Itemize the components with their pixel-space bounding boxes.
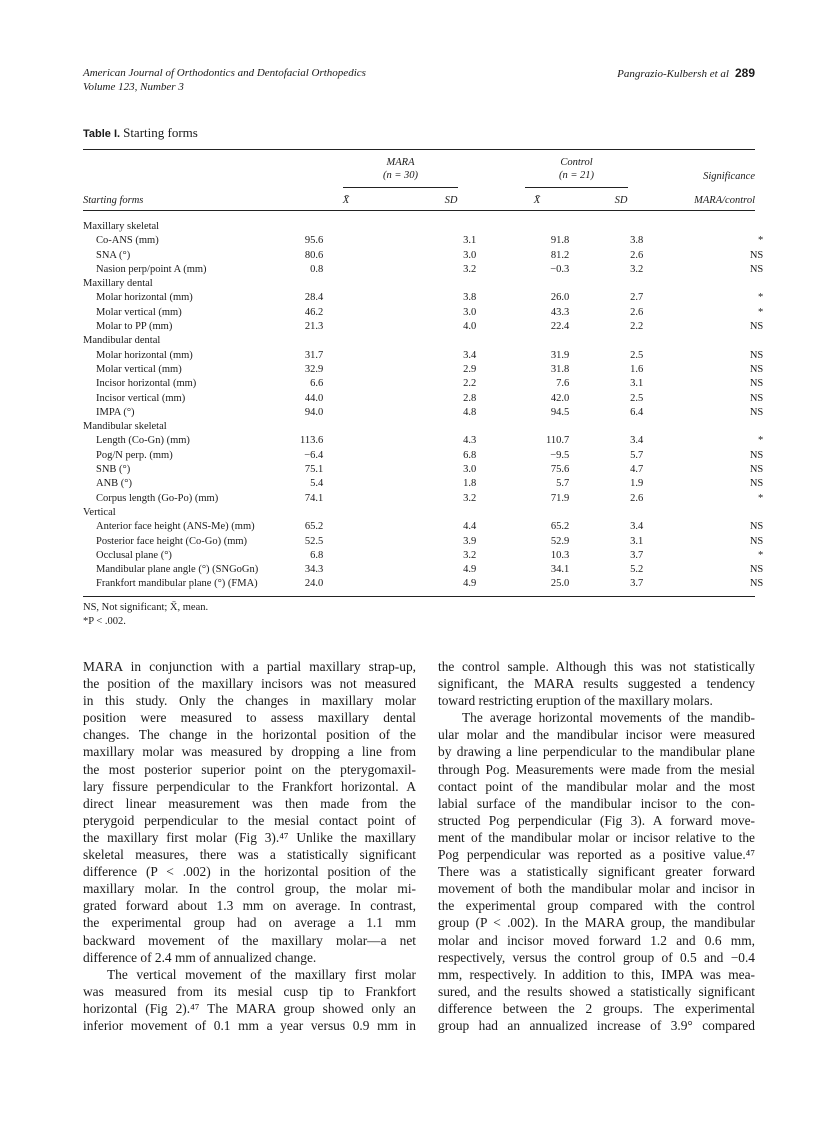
control-sd: 1.9 — [630, 478, 644, 490]
significance: NS — [749, 449, 764, 461]
body-text-line: the position of the maxillary incisors was not measured — [83, 676, 416, 692]
mara-sd: 3.9 — [463, 535, 477, 547]
body-text-line: skeletal measures, there was a statistically significant — [83, 847, 416, 863]
control-mean: 34.1 — [550, 564, 570, 576]
mara-sd: 2.8 — [463, 392, 477, 404]
mara-mean: 6.8 — [310, 549, 324, 561]
row-label: Posterior face height (Co-Go) (mm) — [96, 535, 248, 547]
mara-sd: 4.0 — [463, 321, 477, 333]
control-mean: 31.8 — [550, 363, 570, 375]
mara-sd: 4.9 — [463, 578, 477, 590]
sig-subheader: MARA/control — [694, 195, 755, 206]
mara-sd: 3.2 — [463, 492, 477, 504]
body-text-line: movement of both the mandibular molar and incisor in — [438, 881, 755, 897]
row-label: Occlusal plane (°) — [96, 549, 172, 561]
body-text-line: backward movement of the maxillary molar—a net — [83, 932, 416, 948]
mara-mean: 52.5 — [304, 535, 324, 547]
row-label: Frankfort mandibular plane (°) (FMA) — [96, 578, 258, 590]
mara-sd: 4.4 — [463, 521, 477, 533]
control-sd: 2.7 — [630, 292, 644, 304]
control-sd: 3.4 — [630, 521, 644, 533]
body-text-line: through Pog. Measurements were made from the mesial — [438, 761, 755, 777]
table-row — [83, 492, 783, 506]
group-n: (n = 21) — [558, 170, 595, 181]
row-label: Nasion perp/point A (mm) — [96, 263, 207, 275]
body-text-line: horizontal (Fig 2).⁴⁷ The MARA group showed only an — [83, 1000, 416, 1016]
control-sd: 2.5 — [630, 349, 644, 361]
body-text-line: difference between the 2 groups. The experimental — [438, 1000, 755, 1016]
mara-sd: 3.0 — [463, 464, 477, 476]
mara-mean: 28.4 — [304, 292, 324, 304]
body-text-line: in this study. Only the changes in maxillary molar — [83, 693, 416, 709]
page-number: 289 — [734, 66, 755, 80]
mara-mean: 0.8 — [310, 263, 324, 275]
significance: NS — [749, 363, 764, 375]
row-label: ANB (°) — [96, 478, 132, 490]
row-label: Mandibular skeletal — [83, 421, 167, 433]
row-label: Incisor horizontal (mm) — [96, 378, 197, 390]
authors: Pangrazio-Kulbersh et al — [617, 68, 729, 80]
row-label: Molar horizontal (mm) — [96, 292, 193, 304]
significance: NS — [749, 535, 764, 547]
control-mean: −0.3 — [550, 263, 570, 275]
control-mean: 22.4 — [550, 321, 570, 333]
mara-mean: 34.3 — [304, 564, 324, 576]
section-row — [83, 277, 783, 291]
control-sd: 5.2 — [630, 564, 644, 576]
mara-mean: 6.6 — [310, 378, 324, 390]
group-header-control — [525, 156, 628, 182]
body-text-line: the experimental group compared with the control — [438, 898, 755, 914]
mara-mean: 113.6 — [300, 435, 324, 447]
table-row — [83, 563, 783, 577]
body-text-line: was measured from its mesial cusp tip to Frankfort — [83, 983, 416, 999]
control-sd: 2.6 — [630, 306, 644, 318]
table-row — [83, 477, 783, 491]
mara-sd: 1.8 — [463, 478, 477, 490]
row-label: Mandibular plane angle (°) (SNGoGn) — [96, 564, 259, 576]
row-label: Molar vertical (mm) — [96, 306, 182, 318]
row-label: Co-ANS (mm) — [96, 235, 159, 247]
data-table — [83, 220, 783, 592]
row-label: Maxillary skeletal — [83, 221, 160, 232]
body-text-line: the most posterior superior point on the pterygomaxil- — [83, 761, 416, 777]
mara-mean: 5.4 — [310, 478, 324, 490]
group-n: (n = 30) — [382, 170, 419, 181]
control-sd: 3.2 — [630, 263, 644, 275]
body-text-line: The average horizontal movements of the mandib- — [462, 710, 755, 726]
table-row — [83, 377, 783, 391]
table-footnotes — [83, 601, 208, 629]
row-label: Anterior face height (ANS-Me) (mm) — [96, 521, 255, 533]
table-row — [83, 406, 783, 420]
significance: NS — [749, 321, 764, 333]
table-row — [83, 263, 783, 277]
mara-mean: 24.0 — [304, 578, 324, 590]
mara-sd: 2.9 — [463, 363, 477, 375]
row-label: Molar vertical (mm) — [96, 363, 182, 375]
mara-mean: 74.1 — [304, 492, 324, 504]
body-text-line: pterygoid perpendicular to the mesial contact point of — [83, 812, 416, 828]
mara-mean: 21.3 — [304, 321, 324, 333]
control-mean: 7.6 — [556, 378, 570, 390]
section-row — [83, 220, 783, 234]
mara-mean: 46.2 — [304, 306, 324, 318]
row-label: Mandibular dental — [83, 335, 161, 347]
mara-sd: 6.8 — [463, 449, 477, 461]
body-text-line: group (P < .002). In the MARA group, the mandibular — [438, 915, 755, 931]
body-text-line: group had an annualized increase of 3.9° compared — [438, 1017, 755, 1033]
table-bottom-rule — [83, 596, 755, 597]
row-label: Maxillary dental — [83, 278, 153, 290]
control-sd: 3.7 — [630, 578, 644, 590]
body-text-line: lary fissure perpendicular to the Frankfort horizontal. A — [83, 778, 416, 794]
significance: * — [758, 235, 764, 247]
table-row — [83, 291, 783, 305]
significance: * — [758, 492, 764, 504]
section-row — [83, 506, 783, 520]
journal-volume: Volume 123, Number 3 — [83, 81, 184, 93]
mara-sd: 3.2 — [463, 549, 477, 561]
body-column-right — [438, 658, 755, 1034]
mara-sd: 4.9 — [463, 564, 477, 576]
control-sd: 6.4 — [630, 406, 644, 418]
table-row — [83, 234, 783, 248]
body-text-line: difference of 2.4 mm of annualized change. — [83, 949, 317, 965]
significance: NS — [749, 578, 764, 590]
table-top-rule — [83, 149, 755, 150]
significance: NS — [749, 406, 764, 418]
footnote-ns: NS, Not significant; X̄, mean. — [83, 602, 209, 613]
mara-mean: −6.4 — [304, 449, 324, 461]
control-sd: 4.7 — [630, 464, 644, 476]
row-header: Starting forms — [83, 195, 144, 206]
significance: NS — [749, 478, 764, 490]
table-header-rule — [83, 210, 755, 211]
row-label: Vertical — [83, 506, 116, 518]
mean-header: X̄ — [342, 195, 350, 206]
body-text-line: position were measured to assess maxillary dental — [83, 710, 416, 726]
row-label: IMPA (°) — [96, 406, 135, 418]
body-text-line: MARA in conjunction with a partial maxillary strap-up, — [83, 659, 416, 674]
mara-sd: 3.0 — [463, 306, 477, 318]
sd-header: SD — [444, 195, 458, 206]
body-text-line: maxillary molar was measured by dropping a line from — [83, 744, 416, 760]
group-header-mara — [343, 156, 458, 182]
control-sd: 2.2 — [630, 321, 644, 333]
group-rule — [343, 187, 458, 188]
table-title — [83, 125, 198, 141]
row-label: Incisor vertical (mm) — [96, 392, 186, 404]
body-text-line: the control sample. Although this was not statistically — [438, 659, 755, 674]
body-text-line: the maxillary first molar (Fig 3).⁴⁷ Unlike the maxillary — [83, 829, 416, 845]
row-label: SNB (°) — [96, 464, 131, 476]
significance: NS — [749, 349, 764, 361]
row-label: Molar to PP (mm) — [96, 321, 173, 333]
control-sd: 1.6 — [630, 363, 644, 375]
significance: * — [758, 306, 764, 318]
table-row — [83, 249, 783, 263]
body-text-line: The vertical movement of the maxillary first molar — [107, 966, 416, 982]
significance: * — [758, 292, 764, 304]
mara-mean: 95.6 — [304, 235, 324, 247]
running-header-left — [83, 66, 366, 94]
control-sd: 2.6 — [630, 249, 644, 261]
control-sd: 5.7 — [630, 449, 644, 461]
body-text-line: labial surface of the mandibular incisor to the con- — [438, 795, 755, 811]
table-row — [83, 363, 783, 377]
significance: NS — [749, 564, 764, 576]
significance: * — [758, 435, 764, 447]
row-label: SNA (°) — [96, 249, 131, 261]
control-mean: 10.3 — [550, 549, 570, 561]
control-mean: 25.0 — [550, 578, 570, 590]
significance: NS — [749, 249, 764, 261]
section-row — [83, 420, 783, 434]
body-text-line: contact point of the mandibular molar and the most — [438, 778, 755, 794]
body-text-line: by drawing a line perpendicular to the mandibular plane — [438, 744, 755, 760]
table-row — [83, 577, 783, 591]
body-text-line: respectively, versus the control group of 0.5 and −0.4 — [438, 949, 755, 965]
significance: NS — [749, 392, 764, 404]
control-mean: 91.8 — [550, 235, 570, 247]
control-sd: 3.1 — [630, 378, 644, 390]
body-text-line: There was a statistically significant greater forward — [438, 864, 755, 880]
table-row — [83, 320, 783, 334]
body-text-line: structed Pog perpendicular (Fig 3). A forward move- — [438, 812, 755, 828]
control-mean: 5.7 — [556, 478, 570, 490]
footnote-p: *P < .002. — [83, 616, 126, 627]
table-row — [83, 520, 783, 534]
control-mean: 42.0 — [550, 392, 570, 404]
body-column-left — [83, 658, 416, 1034]
section-row — [83, 334, 783, 348]
body-text-line: Pog perpendicular was reported as a positive value.⁴⁷ — [438, 847, 755, 863]
mara-sd: 4.3 — [463, 435, 477, 447]
control-sd: 3.8 — [630, 235, 644, 247]
mara-mean: 32.9 — [304, 363, 324, 375]
table-row — [83, 549, 783, 563]
mara-mean: 80.6 — [304, 249, 324, 261]
control-sd: 3.4 — [630, 435, 644, 447]
control-sd: 3.1 — [630, 535, 644, 547]
control-sd: 2.6 — [630, 492, 644, 504]
mara-mean: 94.0 — [304, 406, 324, 418]
mara-mean: 44.0 — [304, 392, 324, 404]
mara-mean: 75.1 — [304, 464, 324, 476]
mara-sd: 3.1 — [463, 235, 477, 247]
table-label: Table I. — [83, 128, 121, 140]
table-row — [83, 463, 783, 477]
journal-name: American Journal of Orthodontics and Dentofacial Orthopedics — [83, 67, 366, 79]
table-row — [83, 434, 783, 448]
group-rule — [525, 187, 628, 188]
row-label: Molar horizontal (mm) — [96, 349, 193, 361]
body-text-line: maxillary molar. In the control group, the molar mi- — [83, 881, 416, 897]
control-mean: 52.9 — [550, 535, 570, 547]
body-text-line: toward restricting eruption of the maxillary molars. — [438, 693, 713, 709]
control-mean: 26.0 — [550, 292, 570, 304]
mara-sd: 2.2 — [463, 378, 477, 390]
row-label: Corpus length (Go-Po) (mm) — [96, 492, 219, 504]
control-mean: 94.5 — [550, 406, 570, 418]
control-sd: 3.7 — [630, 549, 644, 561]
body-text-line: direct linear measurement was then made from the — [83, 795, 416, 811]
body-text-line: ular molar and the mandibular incisor were measured — [438, 727, 755, 743]
running-header-right — [617, 66, 755, 81]
significance: NS — [749, 464, 764, 476]
control-mean: 81.2 — [550, 249, 570, 261]
mara-sd: 4.8 — [463, 406, 477, 418]
table-row — [83, 392, 783, 406]
row-label: Pog/N perp. (mm) — [96, 449, 173, 461]
significance: * — [758, 549, 764, 561]
control-mean: 31.9 — [550, 349, 570, 361]
mara-sd: 3.0 — [463, 249, 477, 261]
control-mean: −9.5 — [550, 449, 570, 461]
significance: NS — [749, 263, 764, 275]
mean-header: X̄ — [533, 195, 541, 206]
body-text-line: molar and incisor moved forward 1.2 and 0.6 mm, — [438, 932, 755, 948]
body-text-line: mm, respectively. In addition to this, IMPA was mea- — [438, 966, 755, 982]
control-mean: 110.7 — [546, 435, 570, 447]
body-text-line: changes. The change in the horizontal position of the — [83, 727, 416, 743]
table-row — [83, 535, 783, 549]
control-sd: 2.5 — [630, 392, 644, 404]
control-mean: 71.9 — [550, 492, 570, 504]
mara-sd: 3.4 — [463, 349, 477, 361]
table-row — [83, 306, 783, 320]
body-text-line: the experimental group had on average a 1.1 mm — [83, 915, 416, 931]
table-row — [83, 349, 783, 363]
group-name: Control — [560, 157, 593, 168]
table-row — [83, 449, 783, 463]
body-text-line: ment of the mandibular molar or incisor relative to the — [438, 829, 755, 845]
control-mean: 75.6 — [550, 464, 570, 476]
mara-sd: 3.2 — [463, 263, 477, 275]
control-mean: 65.2 — [550, 521, 570, 533]
group-name: MARA — [386, 157, 415, 168]
body-text-line: grated forward about 1.3 mm on average. In contrast, — [83, 898, 416, 914]
mara-mean: 65.2 — [304, 521, 324, 533]
table-caption: Starting forms — [123, 125, 198, 140]
body-text-line: difference (P < .002) in the horizontal position of the — [83, 864, 416, 880]
body-text-line: inferior movement of 0.1 mm a year versus 0.9 mm in — [83, 1017, 416, 1033]
row-label: Length (Co-Gn) (mm) — [96, 435, 190, 447]
mara-mean: 31.7 — [304, 349, 324, 361]
significance: NS — [749, 378, 764, 390]
significance: NS — [749, 521, 764, 533]
control-mean: 43.3 — [550, 306, 570, 318]
body-text-line: sured, and the results showed a statistically significant — [438, 983, 755, 999]
significance-header: Significance — [703, 171, 755, 182]
body-text-line: significant, the MARA results suggested a tendency — [438, 676, 755, 692]
sd-header: SD — [614, 195, 628, 206]
mara-sd: 3.8 — [463, 292, 477, 304]
